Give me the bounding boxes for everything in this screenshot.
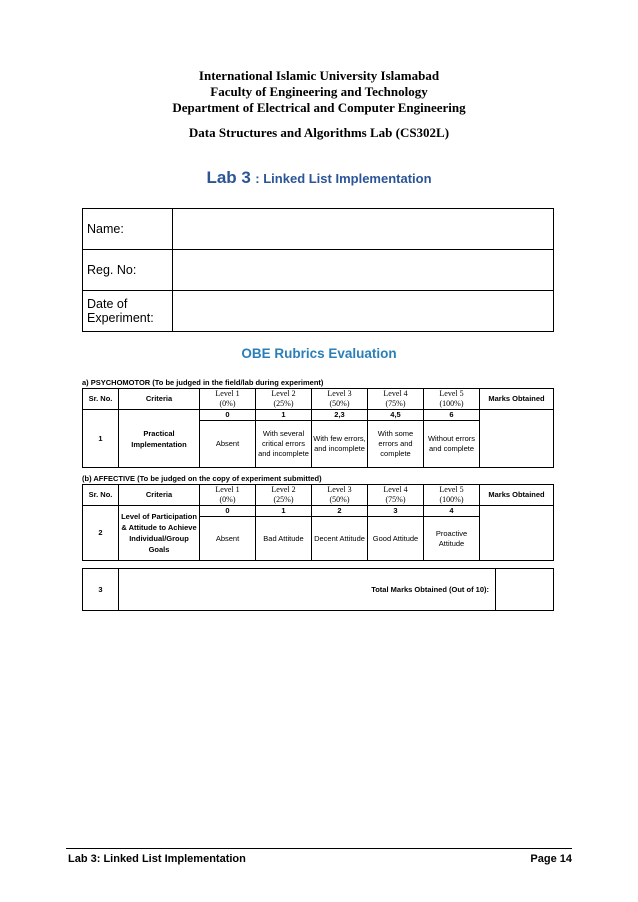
col-sr: Sr. No. [83,389,119,410]
score-3: 2,3 [312,410,368,421]
obe-title: OBE Rubrics Evaluation [241,346,397,361]
score-row [83,410,554,421]
faculty-name: Faculty of Engineering and Technology [210,84,428,99]
course-title: Data Structures and Algorithms Lab (CS302L) [188,125,450,140]
descriptor-4: Good Attitude [368,517,424,561]
affective-title: (b) AFFECTIVE (To be judged on the copy of experiment submitted) [82,474,322,483]
info-row [83,209,554,250]
footer-divider [66,848,572,849]
total-label: Total Marks Obtained (Out of 10): [119,569,496,611]
score-1: 0 [200,506,256,517]
score-5: 4 [424,506,480,517]
psychomotor-title: a) PSYCHOMOTOR (To be judged in the field/lab during experiment) [82,378,324,387]
col-criteria: Criteria [119,485,200,506]
footer-lab-title: Lab 3: Linked List Implementation [68,853,246,865]
col-marks: Marks Obtained [480,389,554,410]
info-row [83,291,554,332]
total-marks-table [82,568,554,611]
col-level-3: Level 3 (50%) [312,485,368,506]
col-marks: Marks Obtained [480,485,554,506]
descriptor-3: With few errors, and incomplete [312,421,368,468]
info-label-reg: Reg. No: [83,250,173,291]
student-info-table [82,208,554,332]
psychomotor-table [82,388,554,468]
info-label-date: Date of Experiment: [83,291,173,332]
info-label-name: Name: [83,209,173,250]
lab-title [0,168,638,188]
info-value-name[interactable] [173,209,554,250]
info-row [83,250,554,291]
university-name: International Islamic University Islamabad [198,68,440,83]
col-level-4: Level 4 (75%) [368,389,424,410]
marks-cell[interactable] [480,410,554,468]
descriptor-2: Bad Attitude [256,517,312,561]
info-value-date[interactable] [173,291,554,332]
lab-number: Lab 3 [206,168,251,187]
col-level-5: Level 5 (100%) [424,485,480,506]
col-level-4: Level 4 (75%) [368,485,424,506]
header-row [83,389,554,410]
col-level-2: Level 2 (25%) [256,389,312,410]
score-2: 1 [256,506,312,517]
descriptor-1: Absent [200,517,256,561]
total-row [83,569,554,611]
footer-page-number: Page 14 [530,853,572,865]
criteria-text: Practical Implementation [119,410,200,468]
col-level-5: Level 5 (100%) [424,389,480,410]
descriptor-1: Absent [200,421,256,468]
sr-number: 2 [83,506,119,561]
score-4: 3 [368,506,424,517]
score-4: 4,5 [368,410,424,421]
sr-number: 1 [83,410,119,468]
descriptor-3: Decent Attitude [312,517,368,561]
score-2: 1 [256,410,312,421]
col-level-2: Level 2 (25%) [256,485,312,506]
score-1: 0 [200,410,256,421]
descriptor-2: With several critical errors and incomplete [256,421,312,468]
department-name: Department of Electrical and Computer Engineering [172,100,466,115]
marks-cell[interactable] [480,506,554,561]
descriptor-4: With some errors and complete [368,421,424,468]
affective-table [82,484,554,561]
score-row [83,506,554,517]
total-sr: 3 [83,569,119,611]
criteria-text: Level of Participation & Attitude to Achieve Individual/Group Goals [119,506,200,561]
lab-name: : Linked List Implementation [255,171,432,186]
score-3: 2 [312,506,368,517]
col-level-1: Level 1 (0%) [200,485,256,506]
descriptor-5: Without errors and complete [424,421,480,468]
col-level-1: Level 1 (0%) [200,389,256,410]
col-level-3: Level 3 (50%) [312,389,368,410]
total-marks-cell[interactable] [496,569,554,611]
header-row [83,485,554,506]
score-5: 6 [424,410,480,421]
info-value-reg[interactable] [173,250,554,291]
col-criteria: Criteria [119,389,200,410]
descriptor-5: Proactive Attitude [424,517,480,561]
col-sr: Sr. No. [83,485,119,506]
